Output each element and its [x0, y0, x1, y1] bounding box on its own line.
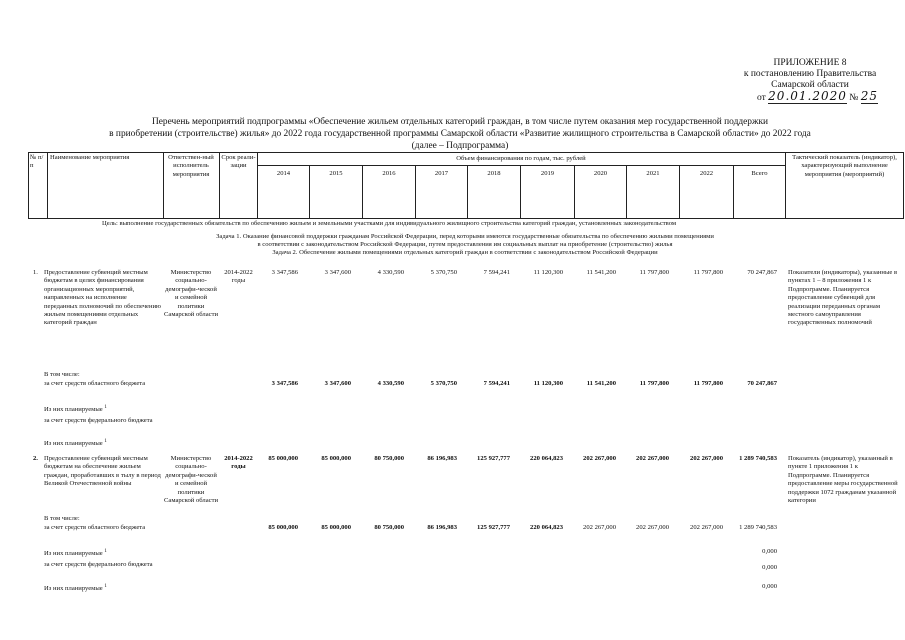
row2-v2022: 202 267,000 — [690, 455, 723, 462]
row1-v2020: 11 541,200 — [586, 269, 616, 276]
row2-planned2: Из них планируемые $^1$ — [44, 584, 107, 593]
row2-r2014: 85 000,000 — [268, 524, 298, 531]
row2-r2016: 80 750,000 — [374, 524, 404, 531]
appendix-line2: Самарской области — [771, 80, 849, 90]
row1-r2019: 11 120,300 — [533, 380, 563, 387]
row1-r2015: 3 347,600 — [324, 380, 351, 387]
row2-v2018: 125 927,777 — [477, 455, 510, 462]
row2-r2017: 86 196,983 — [427, 524, 457, 531]
row2-v2020: 202 267,000 — [583, 455, 616, 462]
row2-indicator: Показатель (индикатор), указанный в пункте 1 приложения 1 к Подпрограмме. Планируется предоставление меры государственной поддержки 1072 гражданам указанной категории — [788, 455, 898, 505]
row2-v2021: 202 267,000 — [636, 455, 669, 462]
appendix-title: ПРИЛОЖЕНИЕ 8 — [773, 58, 847, 68]
row1-r2016: 4 330,590 — [377, 380, 404, 387]
header-executor: Ответствен-ный исполнитель мероприятия — [168, 154, 214, 178]
number-prefix: № — [849, 93, 859, 103]
row2-planned2-total: 0,000 — [762, 583, 777, 590]
date-handwritten: 20.01.2020 — [768, 89, 847, 103]
header-num: № п/п — [30, 154, 44, 170]
row2-v2016: 80 750,000 — [374, 455, 404, 462]
appendix-block — [720, 58, 900, 104]
row2-v2015: 85 000,000 — [321, 455, 351, 462]
row1-v2016: 4 330,590 — [377, 269, 404, 276]
header-term: Срок реали-зации — [221, 154, 256, 170]
row1-indicator: Показатели (индикаторы), указанные в пунктах 1 – 8 приложения 1 к Подпрограмме. Планируется предоставление субвенций для реализации переданных органам местного самоуправления государственных полномочий — [788, 269, 898, 327]
row2-v2017: 86 196,983 — [427, 455, 457, 462]
row2-term: 2014-2022 годы — [224, 455, 253, 471]
row1-v2021: 11 797,800 — [639, 269, 669, 276]
row1-r2022: 11 797,800 — [693, 380, 723, 387]
row1-vtotal: 70 247,867 — [747, 269, 777, 276]
row1-v2018: 7 594,241 — [483, 269, 510, 276]
row2-planned1-total: 0,000 — [762, 548, 777, 555]
row1-name: Предоставление субвенций местным бюджетам в целях финансирования организационных мероприятий, направленных на исполнение переданных полномочий по обеспечению жильем помещениями отдельных категорий граждан — [44, 269, 161, 327]
year-2020: 2020 — [593, 170, 608, 177]
row1-term: 2014-2022 годы — [224, 269, 253, 285]
task1-line2: в соответствии с законодательством Российской Федерации, путем предоставления им социальных выплат на приобретение (строительство) жилья — [257, 241, 673, 248]
task2-text: Задача 2. Обеспечение жилыми помещениями отдельных категорий граждан в соответствии с законодательством Российской Федерации — [272, 249, 658, 256]
row2-r2022: 202 267,000 — [690, 524, 723, 531]
row1-including: В том числе: — [44, 371, 80, 378]
title-line1: Перечень мероприятий подпрограммы «Обеспечение жильем отдельных категорий граждан, в том числе путем оказания мер государственной поддержки — [151, 117, 769, 127]
row1-r2014: 3 347,586 — [271, 380, 298, 387]
row1-planned1: Из них планируемые $^1$ — [44, 405, 107, 414]
row2-regional: за счет средств областного бюджета — [44, 524, 146, 531]
row2-federal: за счет средств федерального бюджета — [44, 561, 153, 568]
header-name: Наименование мероприятия — [50, 154, 130, 161]
number-handwritten: 25 — [860, 89, 878, 103]
row1-v2014: 3 347,586 — [271, 269, 298, 276]
title-line2: в приобретении (строительстве) жилья» до 2022 года государственной программы Самарской области «Развитие жилищного строительства в Самарской области» до 2022 года — [109, 129, 811, 139]
row1-rtotal: 70 247,867 — [747, 380, 777, 387]
row2-r2021: 202 267,000 — [636, 524, 669, 531]
row2-vtotal: 1 289 740,583 — [739, 455, 777, 462]
date-prefix: от — [757, 93, 766, 103]
row1-v2019: 11 120,300 — [533, 269, 563, 276]
row1-executor: Министерство социально-демографи-ческой и семейной политики Самарской области — [164, 269, 218, 319]
row2-num: 2. — [33, 455, 38, 462]
row1-regional: за счет средств областного бюджета — [44, 380, 146, 387]
document-title — [20, 116, 900, 152]
row1-r2017: 5 370,750 — [430, 380, 457, 387]
row2-r2018: 125 927,777 — [477, 524, 510, 531]
appendix-line1: к постановлению Правительства — [743, 69, 877, 79]
header-indicator: Тактический показатель (индикатор), характеризующий выполнение мероприятия (мероприятий) — [792, 154, 897, 178]
year-2014: 2014 — [276, 170, 291, 177]
row1-r2020: 11 541,200 — [586, 380, 616, 387]
row2-r2020: 202 267,000 — [583, 524, 616, 531]
row1-v2017: 5 370,750 — [430, 269, 457, 276]
row2-planned1: Из них планируемые $^1$ — [44, 549, 107, 558]
row2-federal-total: 0,000 — [762, 564, 777, 571]
task1-line1: Задача 1. Оказание финансовой поддержки гражданам Российской Федерации, перед которыми имеются государственные обязательства по обеспечению жилыми помещениями — [216, 233, 714, 240]
year-2021: 2021 — [646, 170, 660, 177]
row1-planned2: Из них планируемые $^1$ — [44, 439, 107, 448]
row1-r2018: 7 594,241 — [483, 380, 510, 387]
row1-num: 1. — [33, 269, 38, 276]
year-total: Всего — [751, 170, 768, 177]
row2-name: Предоставление субвенций местным бюджетам на обеспечение жильем граждан, проработавших в тылу в период Великой Отечественной войны — [44, 455, 161, 488]
year-2017: 2017 — [434, 170, 449, 177]
row2-v2014: 85 000,000 — [268, 455, 298, 462]
year-2022: 2022 — [699, 170, 714, 177]
row1-v2015: 3 347,600 — [324, 269, 351, 276]
appendix-date-line — [720, 91, 900, 104]
row1-v2022: 11 797,800 — [693, 269, 723, 276]
title-line3: (далее – Подпрограмма) — [411, 141, 509, 151]
row2-v2019: 220 064,823 — [530, 455, 563, 462]
row2-r2015: 85 000,000 — [321, 524, 351, 531]
row1-r2021: 11 797,800 — [639, 380, 669, 387]
row1-federal: за счет средств федерального бюджета — [44, 417, 153, 424]
row2-r2019: 220 064,823 — [530, 524, 563, 531]
year-2016: 2016 — [382, 170, 396, 177]
goal-text: Цель: выполнение государственных обязательств по обеспечению жильем и земельными участками для индивидуального жилищного строительства категорий граждан, установленных законодательством — [102, 220, 677, 227]
year-2019: 2019 — [540, 170, 555, 177]
row2-executor: Министерство социально-демографи-ческой и семейной политики Самарской области — [164, 455, 218, 505]
row2-including: В том числе: — [44, 515, 80, 522]
header-funding: Объем финансирования по годам, тыс. рублей — [456, 155, 586, 162]
year-2018: 2018 — [487, 170, 501, 177]
year-2015: 2015 — [329, 170, 343, 177]
row2-rtotal: 1 289 740,583 — [739, 524, 777, 531]
